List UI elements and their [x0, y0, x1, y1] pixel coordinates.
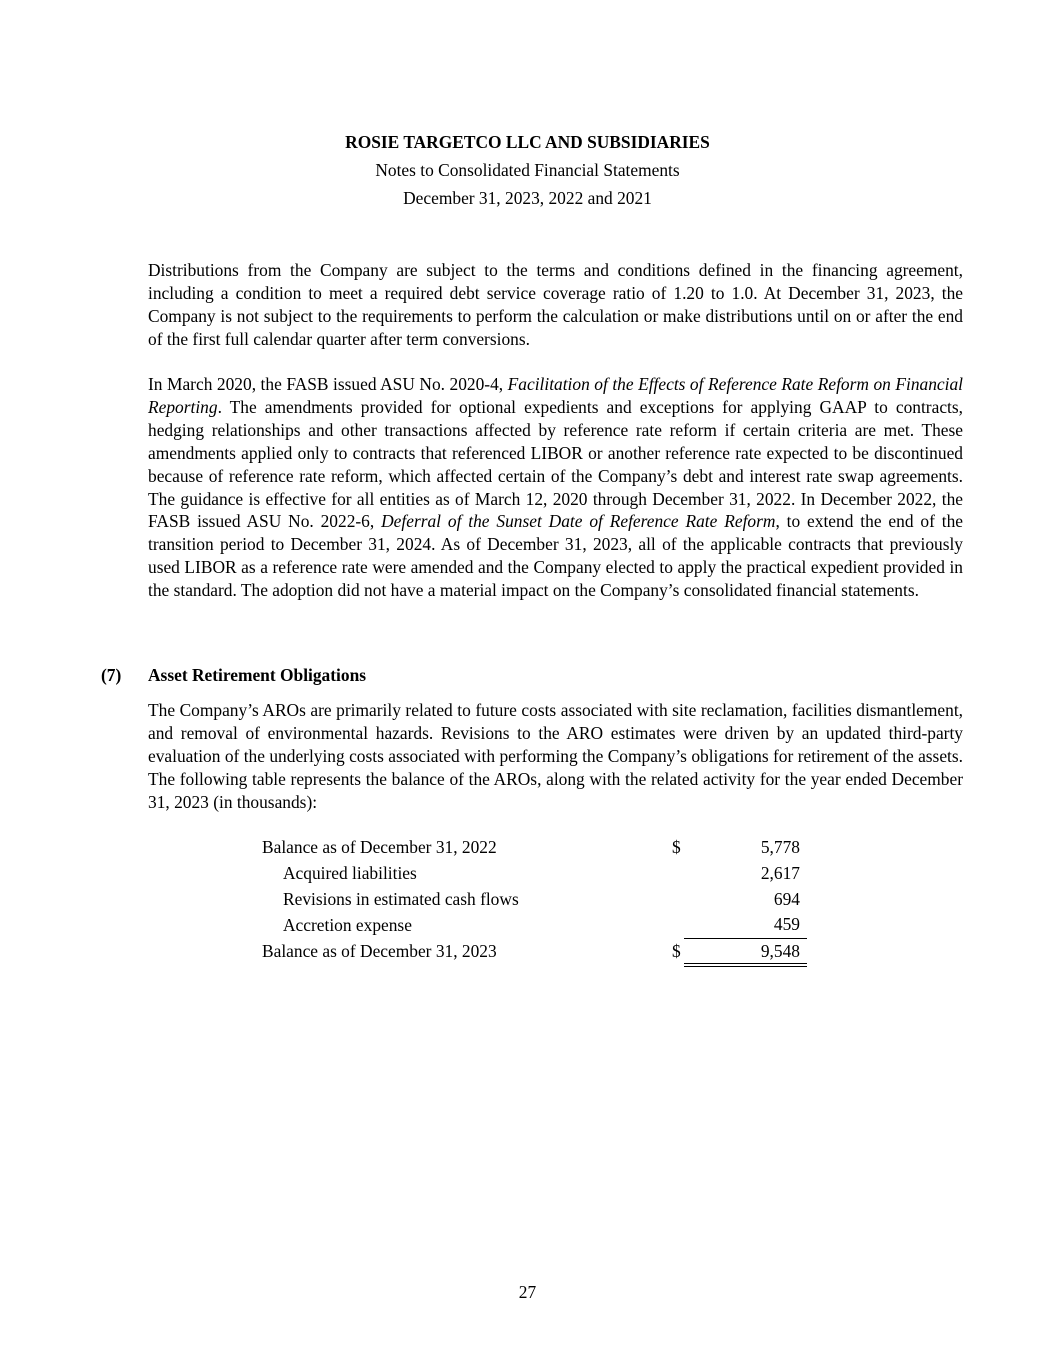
aro-table: [262, 835, 807, 967]
reference-rate-paragraph: [148, 373, 963, 602]
text-segment: , to extend the end of the transition period to December 31, 2024. As of December 31, 2023, all of the applicable contracts that previously used LIBOR as a reference rate were amended and the Company elected to apply the practical expedient provided in the standard. The adoption did not have a material impact on the Company’s consolidated financial statements.: [148, 511, 963, 601]
table-row: [262, 861, 807, 887]
row-amount: 459: [684, 912, 807, 938]
row-label: Acquired liabilities: [283, 862, 417, 883]
row-label: Balance as of December 31, 2023: [262, 941, 497, 962]
text-segment: . The amendments provided for optional expedients and exceptions for applying GAAP to contracts, hedging relationships and other transactions affected by reference rate reform if certain criteria are met. These amendments applied only to contracts that referenced LIBOR or another reference rate expected to be discontinued because of reference rate reform, which affected certain of the Company’s debt and interest rate swap agreements. The guidance is effective for all entities as of March 12, 2020 through December 31, 2022. In December 2022, the FASB issued ASU No. 2022-6,: [148, 396, 963, 532]
row-amount: 5,778: [760, 837, 800, 857]
table-row: [262, 835, 807, 861]
text-segment: In March 2020, the FASB issued ASU No. 2020-4,: [148, 374, 508, 394]
row-label: Revisions in estimated cash flows: [283, 888, 519, 909]
section-number: (7): [101, 665, 122, 685]
asu-title-italic: Facilitation of the Effects of Reference Rate Reform on Financial Reporting: [148, 374, 963, 417]
distributions-paragraph: Distributions from the Company are subject to the terms and conditions defined in the financing agreement, including a condition to meet a required debt service coverage ratio of 1.20 to 1.0. At December 31, 2023, the Company is not subject to the requirements to perform the calculation or make distributions until on or after the end of the first full calendar quarter after term conversions.: [148, 260, 963, 349]
row-currency: [672, 887, 684, 913]
table-row: [262, 887, 807, 913]
row-label: Balance as of December 31, 2022: [262, 837, 497, 857]
table-row: [262, 912, 807, 938]
table-row-total: [262, 939, 807, 966]
asu-title-italic: Deferral of the Sunset Date of Reference Rate Reform: [381, 511, 776, 532]
aro-paragraph: The Company’s AROs are primarily related to future costs associated with site reclamation, facilities dismantlement, and removal of environmental hazards. Revisions to the ARO estimates were driven by an updated third-party evaluation of the underlying costs associated with performing the Company’s obligations for retirement of the assets. The following table represents the balance of the AROs, along with the related activity for the year ended December 31, 2023 (in thousands):: [148, 700, 963, 812]
row-currency: [672, 861, 684, 887]
document-header: [0, 128, 1055, 212]
row-amount: 694: [773, 888, 800, 909]
section-title: Asset Retirement Obligations: [148, 665, 367, 685]
document-subtitle: Notes to Consolidated Financial Statements: [375, 160, 680, 180]
row-currency: $: [672, 941, 681, 962]
company-name: ROSIE TARGETCO LLC AND SUBSIDIARIES: [345, 132, 710, 152]
document-dates: December 31, 2023, 2022 and 2021: [403, 188, 652, 208]
row-label: Accretion expense: [283, 914, 412, 935]
row-amount: 2,617: [760, 862, 800, 883]
page-number: 27: [518, 1282, 537, 1302]
row-amount: 9,548: [684, 939, 807, 966]
row-currency: $: [672, 837, 681, 857]
row-currency: [672, 912, 684, 938]
